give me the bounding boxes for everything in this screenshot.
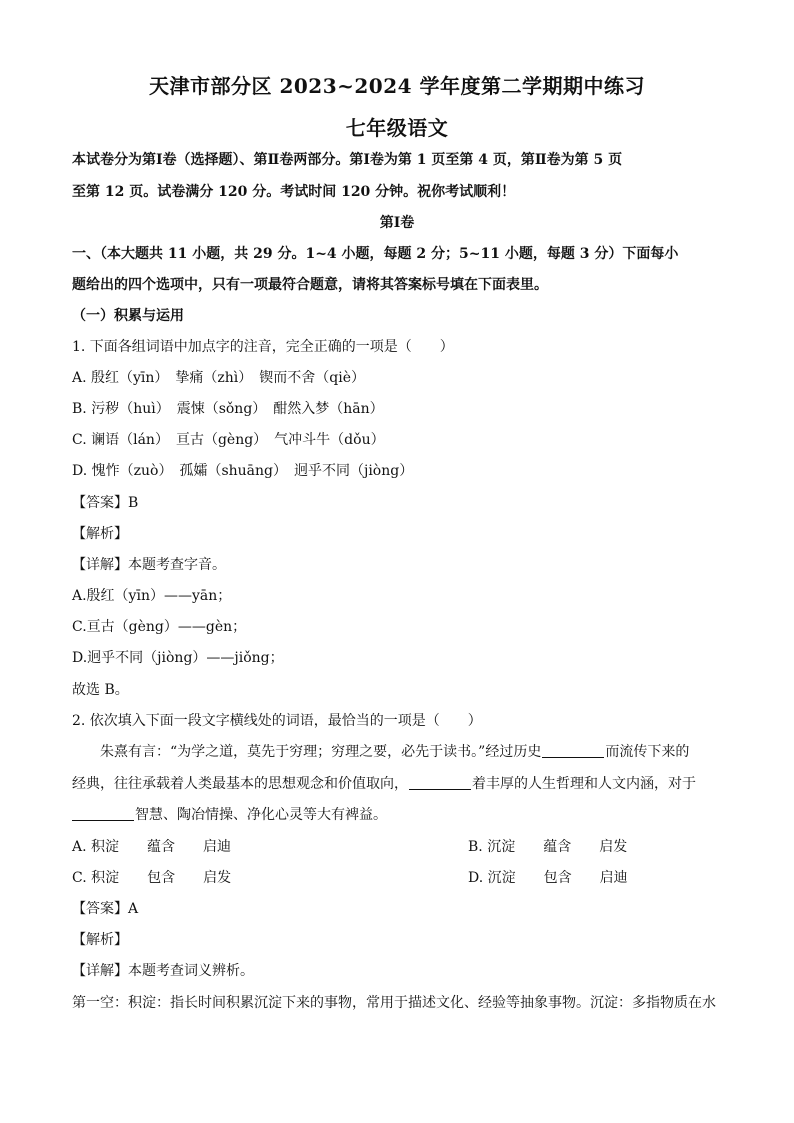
q2-passage-line-1	[100, 742, 732, 762]
exam-title: 天津市部分区 2023~2024 学年度第二学期期中练习	[148, 74, 645, 98]
q1-option-d: D. 愧怍（zuò） 孤孀（shuāng） 迥乎不同（jiòng）	[72, 463, 414, 479]
intro-line-1: 本试卷分为第Ⅰ卷（选择题）、第Ⅱ卷两部分。第Ⅰ卷为第 1 页至第 4 页，第Ⅱ卷为第 5 页	[72, 152, 623, 168]
q1-option-c: C. 谰语（lán） 亘古（gèng） 气冲斗牛（dǒu）	[72, 432, 385, 448]
q2-detail: 【详解】本题考查词义辨析。	[72, 963, 254, 979]
exam-subtitle: 七年级语文	[345, 116, 449, 140]
q1-note-c: C.亘古（gèng）——gèn；	[72, 619, 247, 635]
q2-option-b: B. 沉淀 蕴含 启发	[468, 839, 628, 855]
intro-line-2: 至第 12 页。试卷满分 120 分。考试时间 120 分钟。祝你考试顺利！	[72, 184, 516, 200]
q1-conclusion: 故选 B。	[72, 682, 129, 698]
q1-stem: 1. 下面各组词语中加点字的注音，完全正确的一项是（ ）	[72, 339, 454, 355]
fill-blank-1	[542, 743, 604, 758]
part-instruction-1: 一、（本大题共 11 小题，共 29 分。1~4 小题，每题 2 分；5~11 小题，每题 3 分）下面每小	[72, 246, 679, 262]
q2-passage-text: 朱熹有言：“为学之道，莫先于穷理；穷理之要，必先于读书。”经过历史	[100, 744, 542, 760]
q2-option-d: D. 沉淀 包含 启迪	[468, 870, 628, 886]
section-heading: （一）积累与运用	[72, 308, 184, 324]
q2-passage-text: 智慧、陶冶情操、净化心灵等大有裨益。	[135, 807, 387, 823]
part-heading: 第Ⅰ卷	[379, 215, 415, 231]
q1-answer: 【答案】B	[72, 495, 139, 511]
q2-passage-text: 经典，往往承载着人类最基本的思想观念和价值取向，	[72, 776, 408, 792]
q2-option-a: A. 积淀 蕴含 启迪	[72, 839, 232, 855]
fill-blank-2	[409, 775, 471, 790]
q1-analysis-label: 【解析】	[72, 526, 128, 542]
fill-blank-3	[72, 806, 134, 821]
q2-answer: 【答案】A	[72, 901, 139, 917]
q1-note-a: A.殷红（yīn）——yān；	[72, 588, 232, 604]
q1-option-b: B. 污秽（huì） 震悚（sǒng） 酣然入梦（hān）	[72, 401, 384, 417]
q2-options-row-2	[72, 868, 732, 888]
q1-detail: 【详解】本题考查字音。	[72, 557, 226, 573]
q1-note-d: D.迥乎不同（jiòng）——jiǒng；	[72, 650, 284, 666]
part-instruction-2: 题给出的四个选项中，只有一项最符合题意，请将其答案标号填在下面表里。	[72, 277, 548, 293]
q2-option-c: C. 积淀 包含 启发	[72, 870, 232, 886]
q2-passage-line-3	[72, 805, 732, 825]
q2-passage-text: 而流传下来的	[605, 744, 690, 760]
q2-explanation: 第一空：积淀：指长时间积累沉淀下来的事物，常用于描述文化、经验等抽象事物。沉淀：多指物质在水	[72, 995, 716, 1011]
q2-passage-line-2	[72, 774, 732, 794]
q1-option-a: A. 殷红（yīn） 挚痛（zhì） 锲而不舍（qiè）	[72, 370, 366, 386]
q2-passage-text: 着丰厚的人生哲理和人文内涵，对于	[472, 776, 696, 792]
q2-stem: 2. 依次填入下面一段文字横线处的词语，最恰当的一项是（ ）	[72, 713, 482, 729]
q2-analysis-label: 【解析】	[72, 932, 128, 948]
q2-options-row-1	[72, 837, 732, 857]
